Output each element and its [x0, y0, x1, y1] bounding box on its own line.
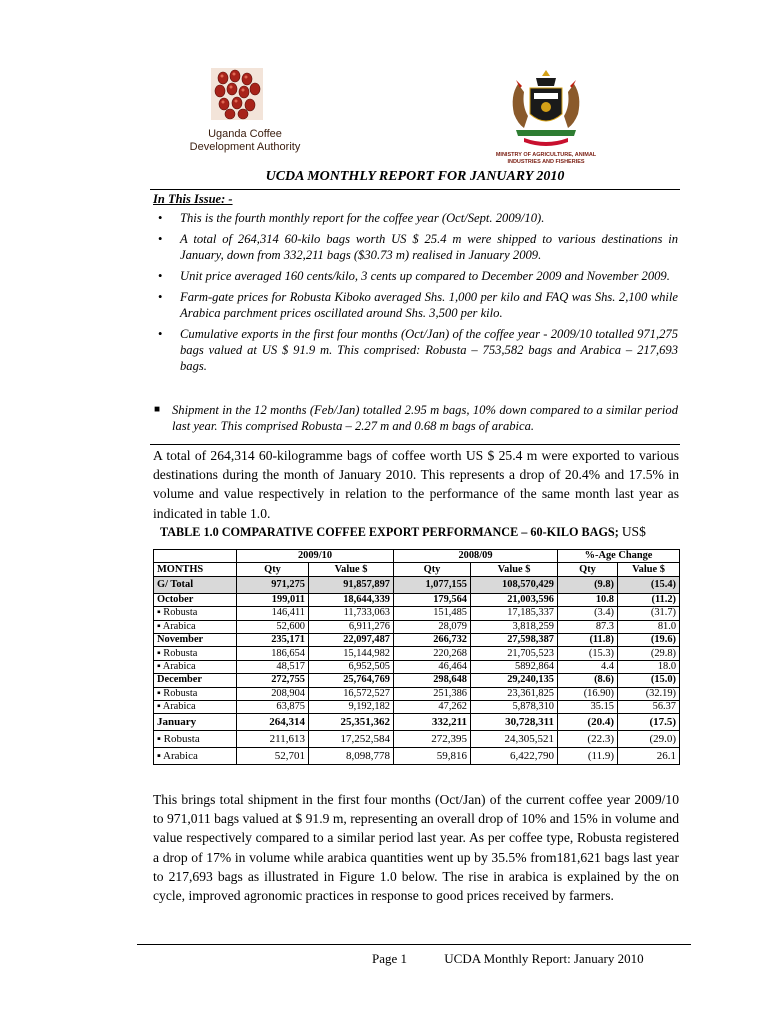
table-cell: 91,857,897: [309, 576, 394, 593]
table-row-label: [154, 633, 237, 646]
table-cell: (20.4): [558, 714, 618, 731]
table-cell: 21,003,596: [471, 593, 558, 606]
table-cell: 63,875: [237, 700, 309, 713]
table-row: [154, 660, 680, 673]
page-footer: [372, 951, 644, 967]
table-cell: 23,361,825: [471, 687, 558, 700]
table-cell: 52,701: [237, 748, 309, 765]
square-bullet-icon: ■: [154, 404, 161, 415]
highlight-item: [150, 326, 678, 374]
table-row-label: [154, 576, 237, 593]
table-cell: (9.8): [558, 576, 618, 593]
table-header-cell: Value $: [618, 563, 680, 576]
table-header-cell: MONTHS: [154, 563, 237, 576]
table-row: [154, 607, 680, 620]
shipment-note: [150, 402, 678, 434]
table-row: [154, 687, 680, 700]
highlight-text: Cumulative exports in the first four months (Oct/Jan) of the coffee year - 2009/10 totalled 971,275 bags valued at US $ 91.9 m. This comprised: Robusta – 753,582 bags and Arabica – 217,693 bags.: [180, 327, 678, 373]
table-cell: 22,097,487: [309, 633, 394, 646]
bullet-icon: •: [158, 290, 163, 304]
table-row-label: [154, 647, 237, 660]
table-cell: 220,268: [394, 647, 471, 660]
table-cell: (15.3): [558, 647, 618, 660]
table-row: [154, 714, 680, 731]
ministry-name-line1: MINISTRY OF AGRICULTURE, ANIMAL: [495, 152, 597, 158]
table-cell: 29,240,135: [471, 674, 558, 687]
ucda-logo: [178, 68, 310, 160]
table-cell: (19.6): [618, 633, 680, 646]
table-row: [154, 731, 680, 748]
table-cell: (11.8): [558, 633, 618, 646]
table-cell: 10.8: [558, 593, 618, 606]
coffee-beans-image: [211, 68, 263, 120]
issue-heading: In This Issue: -: [153, 192, 233, 206]
shipment-note-text: Shipment in the 12 months (Feb/Jan) totalled 2.95 m bags, 10% down compared to a similar period last year. This comprised Robusta – 2.27 m and 0.68 m bags of arabica.: [172, 403, 678, 433]
table-cell: 266,732: [394, 633, 471, 646]
table-header-cell: Value $: [309, 563, 394, 576]
coat-of-arms-icon: [496, 66, 596, 152]
table-cell: 25,764,769: [309, 674, 394, 687]
table-cell: 24,305,521: [471, 731, 558, 748]
square-bullet-icon: ▪: [157, 620, 163, 632]
highlight-text: Farm-gate prices for Robusta Kiboko averaged Shs. 1,000 per kilo and FAQ was Shs. 2,100 while Arabica parchment prices oscillated around Shs. 3,500 per kilo.: [180, 290, 678, 320]
table-cell: 208,904: [237, 687, 309, 700]
highlight-text: Unit price averaged 160 cents/kilo, 3 cents up compared to December 2009 and November 2009.: [180, 269, 670, 283]
table-cell: 146,411: [237, 607, 309, 620]
title-rule: [150, 189, 680, 190]
table-header-cell: %-Age Change: [558, 550, 680, 563]
row-label-text: Arabica: [162, 620, 196, 632]
highlight-item: [150, 289, 678, 321]
table-unit: US$: [621, 524, 646, 539]
bullet-icon: •: [158, 211, 163, 225]
table-cell: 264,314: [237, 714, 309, 731]
table-cell: 48,517: [237, 660, 309, 673]
export-performance-table: [153, 549, 680, 765]
row-label-text: October: [157, 593, 194, 605]
table-cell: 27,598,387: [471, 633, 558, 646]
row-label-text: G/ Total: [157, 578, 194, 590]
table-header-cell: Qty: [237, 563, 309, 576]
summary-paragraph: This brings total shipment in the first four months (Oct/Jan) of the current coffee year 2009/10 to 971,011 bags valued at $ 91.9 m, representing an overall drop of 10% and 15% in volume and value respectively compared to a similar period last year. As per coffee type, Robusta registered a drop of 17% in volume while arabica quantities went up by 35.5% from181,621 bags last year to 217,693 bags as illustrated in Figure 1.0 below. The rise in arabica is explained by the on cycle, improved agronomic practices in response to good prices received by farmers.: [153, 792, 679, 904]
table-cell: 26.1: [618, 748, 680, 765]
table-cell: (8.6): [558, 674, 618, 687]
table-cell: (32.19): [618, 687, 680, 700]
table-cell: 179,564: [394, 593, 471, 606]
table-cell: 56.37: [618, 700, 680, 713]
table-cell: 21,705,523: [471, 647, 558, 660]
table-cell: 298,648: [394, 674, 471, 687]
square-bullet-icon: ▪: [157, 733, 164, 746]
table-cell: 211,613: [237, 731, 309, 748]
report-title: UCDA MONTHLY REPORT FOR JANUARY 2010: [265, 169, 565, 184]
table-cell: 199,011: [237, 593, 309, 606]
table-cell: 17,252,584: [309, 731, 394, 748]
table-cell: 971,275: [237, 576, 309, 593]
ministry-name-line2: INDUSTRIES AND FISHERIES: [507, 159, 585, 165]
table-body: [154, 576, 680, 765]
table-row-label: [154, 607, 237, 620]
table-column-header-row: [154, 563, 680, 576]
table-cell: (15.4): [618, 576, 680, 593]
table-row: [154, 620, 680, 633]
table-cell: 25,351,362: [309, 714, 394, 731]
square-bullet-icon: ▪: [157, 701, 163, 713]
ministry-coat-of-arms: [496, 66, 596, 170]
bullet-icon: •: [158, 327, 163, 341]
table-header-cell: Value $: [471, 563, 558, 576]
table-cell: 235,171: [237, 633, 309, 646]
square-bullet-icon: ▪: [157, 750, 164, 763]
footer-rule: [137, 944, 691, 945]
table-cell: 5892,864: [471, 660, 558, 673]
table-cell: 3,818,259: [471, 620, 558, 633]
row-label-text: Robusta: [163, 647, 198, 659]
footer-report-name: UCDA Monthly Report: January 2010: [444, 951, 644, 966]
table-cell: 332,211: [394, 714, 471, 731]
table-cell: (22.3): [558, 731, 618, 748]
row-label-text: Robusta: [163, 733, 200, 746]
table-cell: (11.9): [558, 748, 618, 765]
highlight-text: This is the fourth monthly report for the coffee year (Oct/Sept. 2009/10).: [180, 211, 545, 225]
page-number: Page 1: [372, 951, 408, 966]
table-header-cell: Qty: [558, 563, 618, 576]
ucda-name: [180, 128, 310, 154]
table-cell: (29.0): [618, 731, 680, 748]
table-row: [154, 633, 680, 646]
table-cell: 87.3: [558, 620, 618, 633]
table-cell: 59,816: [394, 748, 471, 765]
table-cell: 28,079: [394, 620, 471, 633]
table-cell: (29.8): [618, 647, 680, 660]
ucda-name-line1: Uganda Coffee: [208, 128, 282, 140]
bullet-icon: •: [158, 269, 163, 283]
table-cell: 11,733,063: [309, 607, 394, 620]
row-label-text: Robusta: [163, 687, 198, 699]
table-header-cell: Qty: [394, 563, 471, 576]
row-label-text: Arabica: [162, 660, 196, 672]
square-bullet-icon: ▪: [157, 660, 163, 672]
table-cell: 186,654: [237, 647, 309, 660]
bullet-icon: •: [158, 232, 163, 246]
highlight-text: A total of 264,314 60-kilo bags worth US $ 25.4 m were shipped to various destinations in January, down from 332,211 bags ($30.73 m) realised in January 2009.: [180, 232, 678, 262]
table-cell: (15.0): [618, 674, 680, 687]
table-cell: 6,952,505: [309, 660, 394, 673]
table-row-label: [154, 593, 237, 606]
table-cell: 272,755: [237, 674, 309, 687]
table-header-cell: 2009/10: [237, 550, 394, 563]
table-cell: 108,570,429: [471, 576, 558, 593]
table-row: [154, 593, 680, 606]
highlight-item: [150, 231, 678, 263]
ucda-name-line2: Development Authority: [189, 141, 301, 153]
table-cell: 18.0: [618, 660, 680, 673]
table-row-label: [154, 620, 237, 633]
table-year-header-row: [154, 550, 680, 563]
table-row: [154, 576, 680, 593]
table-cell: 251,386: [394, 687, 471, 700]
row-label-text: January: [157, 716, 197, 729]
table-row-label: [154, 731, 237, 748]
table-cell: (17.5): [618, 714, 680, 731]
table-cell: 1,077,155: [394, 576, 471, 593]
table-cell: 5,878,310: [471, 700, 558, 713]
table-cell: 16,572,527: [309, 687, 394, 700]
table-title: [160, 524, 646, 540]
table-cell: (31.7): [618, 607, 680, 620]
table-cell: 81.0: [618, 620, 680, 633]
table-cell: (11.2): [618, 593, 680, 606]
highlight-item: [150, 268, 678, 284]
table-cell: 15,144,982: [309, 647, 394, 660]
table-cell: 6,911,276: [309, 620, 394, 633]
table-row: [154, 748, 680, 765]
row-label-text: December: [157, 674, 202, 686]
table-cell: 47,262: [394, 700, 471, 713]
table-cell: (3.4): [558, 607, 618, 620]
square-bullet-icon: ▪: [157, 607, 164, 619]
row-label-text: November: [157, 634, 204, 646]
table-cell: 52,600: [237, 620, 309, 633]
table-row: [154, 674, 680, 687]
row-label-text: Arabica: [162, 701, 196, 713]
intro-paragraph: A total of 264,314 60-kilogramme bags of coffee worth US $ 25.4 m were exported to various destinations during the month of January 2010. This represents a drop of 20.4% and 17.5% in volume and value respectively in relation to the performance of the same month last year as indicated in table 1.0.: [153, 448, 679, 521]
table-row: [154, 647, 680, 660]
table-cell: 6,422,790: [471, 748, 558, 765]
ministry-name: [488, 152, 604, 166]
table-row-label: [154, 660, 237, 673]
row-label-text: Robusta: [163, 607, 198, 619]
table-cell: 8,098,778: [309, 748, 394, 765]
table-cell: (16.90): [558, 687, 618, 700]
table-row-label: [154, 714, 237, 731]
table-cell: 9,192,182: [309, 700, 394, 713]
table-row-label: [154, 700, 237, 713]
table-title-text: TABLE 1.0 COMPARATIVE COFFEE EXPORT PERFORMANCE – 60-KILO BAGS;: [160, 525, 619, 539]
highlight-item: [150, 210, 678, 226]
table-row-label: [154, 748, 237, 765]
square-bullet-icon: ▪: [157, 647, 164, 659]
row-label-text: Arabica: [163, 750, 198, 763]
table-cell: 4.4: [558, 660, 618, 673]
square-bullet-icon: ▪: [157, 687, 164, 699]
table-cell: 30,728,311: [471, 714, 558, 731]
table-cell: 272,395: [394, 731, 471, 748]
table-header-cell: 2008/09: [394, 550, 558, 563]
table-cell: 151,485: [394, 607, 471, 620]
table-cell: 17,185,337: [471, 607, 558, 620]
table-cell: 18,644,339: [309, 593, 394, 606]
table-row-label: [154, 674, 237, 687]
highlights-list: [150, 210, 678, 379]
section-rule: [150, 444, 680, 445]
table-row: [154, 700, 680, 713]
table-header-cell: [154, 550, 237, 563]
table-row-label: [154, 687, 237, 700]
table-cell: 46,464: [394, 660, 471, 673]
table-cell: 35.15: [558, 700, 618, 713]
